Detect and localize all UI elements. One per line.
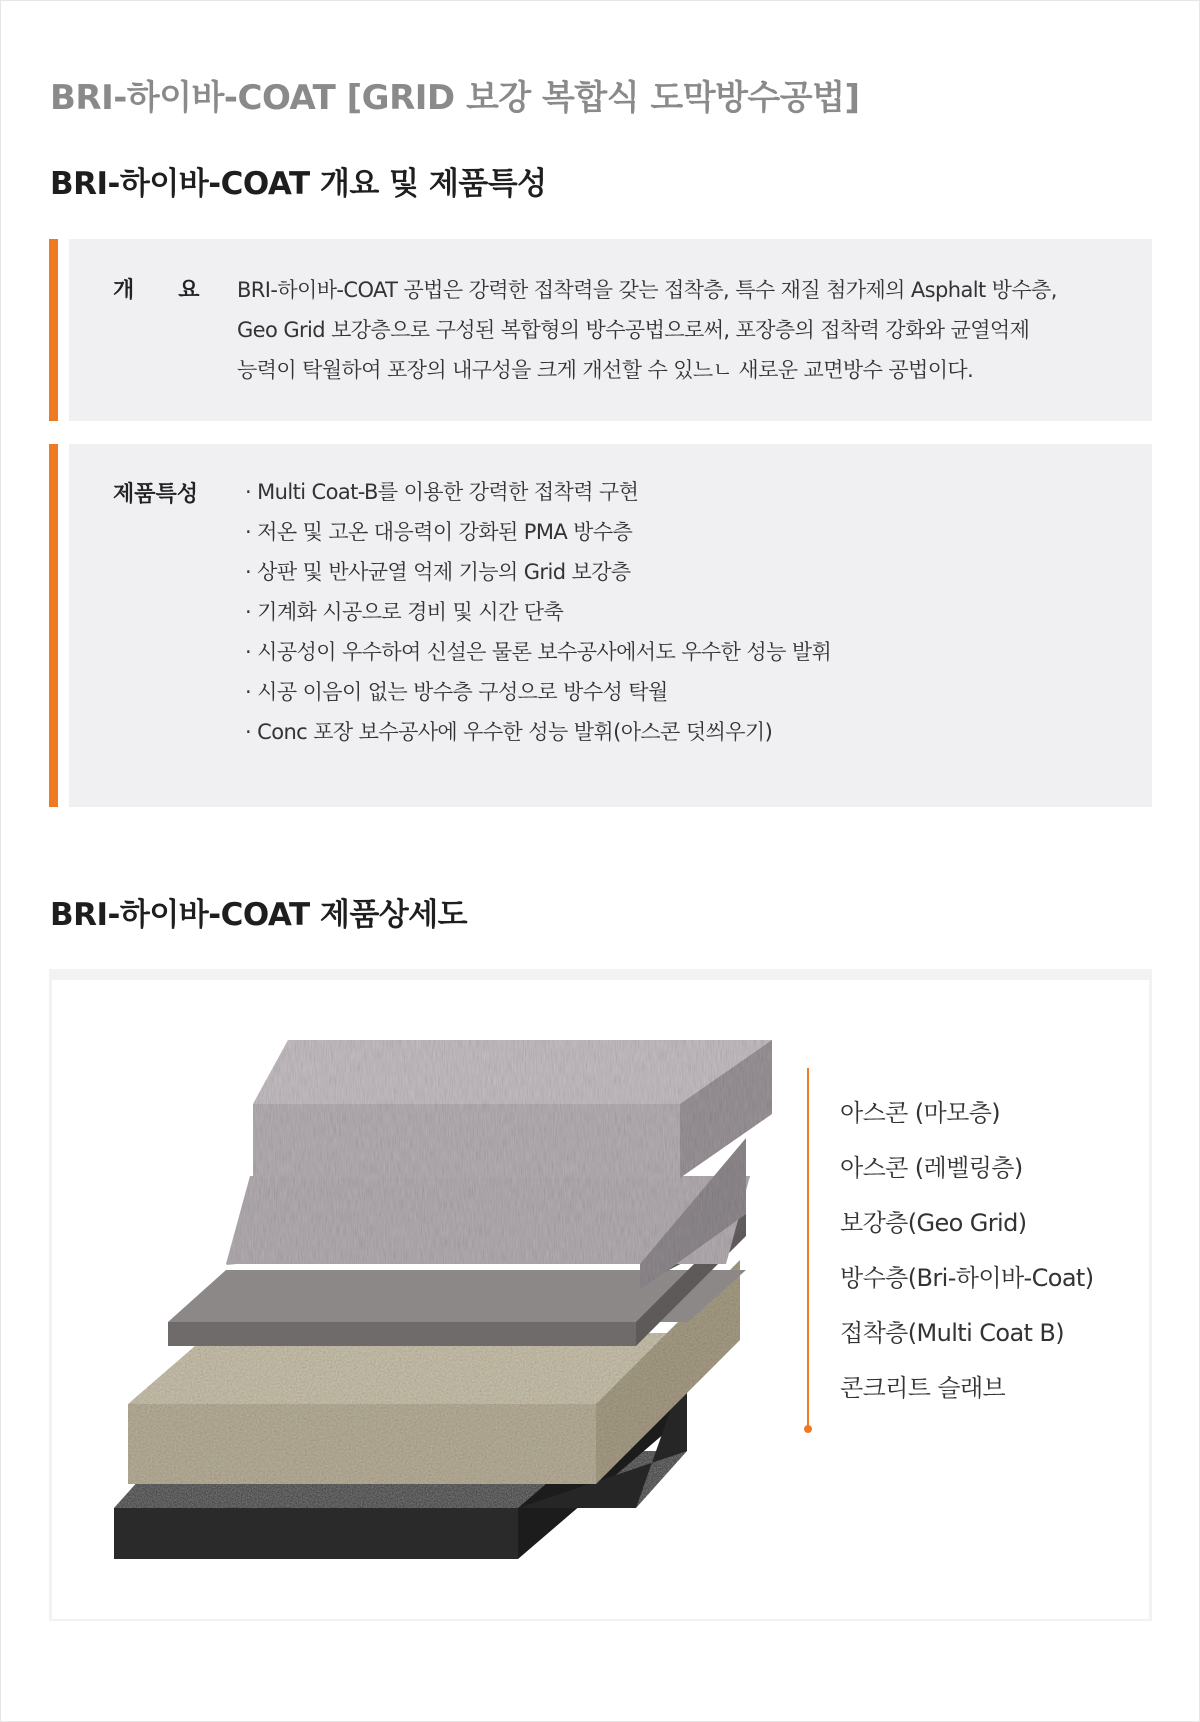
legend-item: 콘크리트 슬래브 [840, 1374, 1006, 1402]
feature-item: · 시공 이음이 없는 방수층 구성으로 방수성 탁월 [245, 680, 668, 704]
feature-item: · 상판 및 반사균열 억제 기능의 Grid 보강층 [245, 560, 631, 584]
legend-item: 아스콘 (레벨링층) [840, 1154, 1023, 1182]
features-label: 제품특성 [113, 482, 199, 507]
overview-section-title: BRI-하이바-COAT 개요 및 제품특성 [50, 166, 547, 202]
legend-item: 접착층(Multi Coat B) [840, 1319, 1065, 1347]
legend-line [807, 1068, 809, 1430]
legend-item: 아스콘 (마모층) [840, 1099, 1001, 1127]
legend-item: 보강층(Geo Grid) [840, 1209, 1027, 1237]
layer-asphalt-wearing [253, 1040, 772, 1178]
feature-item: · Multi Coat-B를 이용한 강력한 접착력 구현 [245, 480, 639, 504]
detail-section-title: BRI-하이바-COAT 제품상세도 [50, 897, 468, 933]
overview-label: 개 요 [113, 278, 200, 303]
layer-legend [840, 1086, 1094, 1416]
overview-line: 능력이 탁월하여 포장의 내구성을 크게 개선할 수 있느ㄴ 새로운 교면방수 공법이다. [237, 358, 974, 382]
feature-item: · Conc 포장 보수공사에 우수한 성능 발휘(아스콘 덧씌우기) [245, 720, 773, 744]
page-title: BRI-하이바-COAT [GRID 보강 복합식 도막방수공법] [50, 78, 860, 118]
feature-item: · 기계화 시공으로 경비 및 시간 단축 [245, 600, 564, 624]
feature-item: · 시공성이 우수하여 신설은 물론 보수공사에서도 우수한 성능 발휘 [245, 640, 832, 664]
legend-dot [804, 1425, 812, 1433]
legend-item: 방수층(Bri-하이바-Coat) [840, 1264, 1094, 1292]
feature-item: · 저온 및 고온 대응력이 강화된 PMA 방수층 [245, 520, 633, 544]
overview-line: BRI-하이바-COAT 공법은 강력한 접착력을 갖는 접착층, 특수 재질 첨가제의 Asphalt 방수층, [237, 278, 1057, 302]
overview-line: Geo Grid 보강층으로 구성된 복합형의 방수공법으로써, 포장층의 접착력 강화와 균열억제 [237, 318, 1030, 342]
